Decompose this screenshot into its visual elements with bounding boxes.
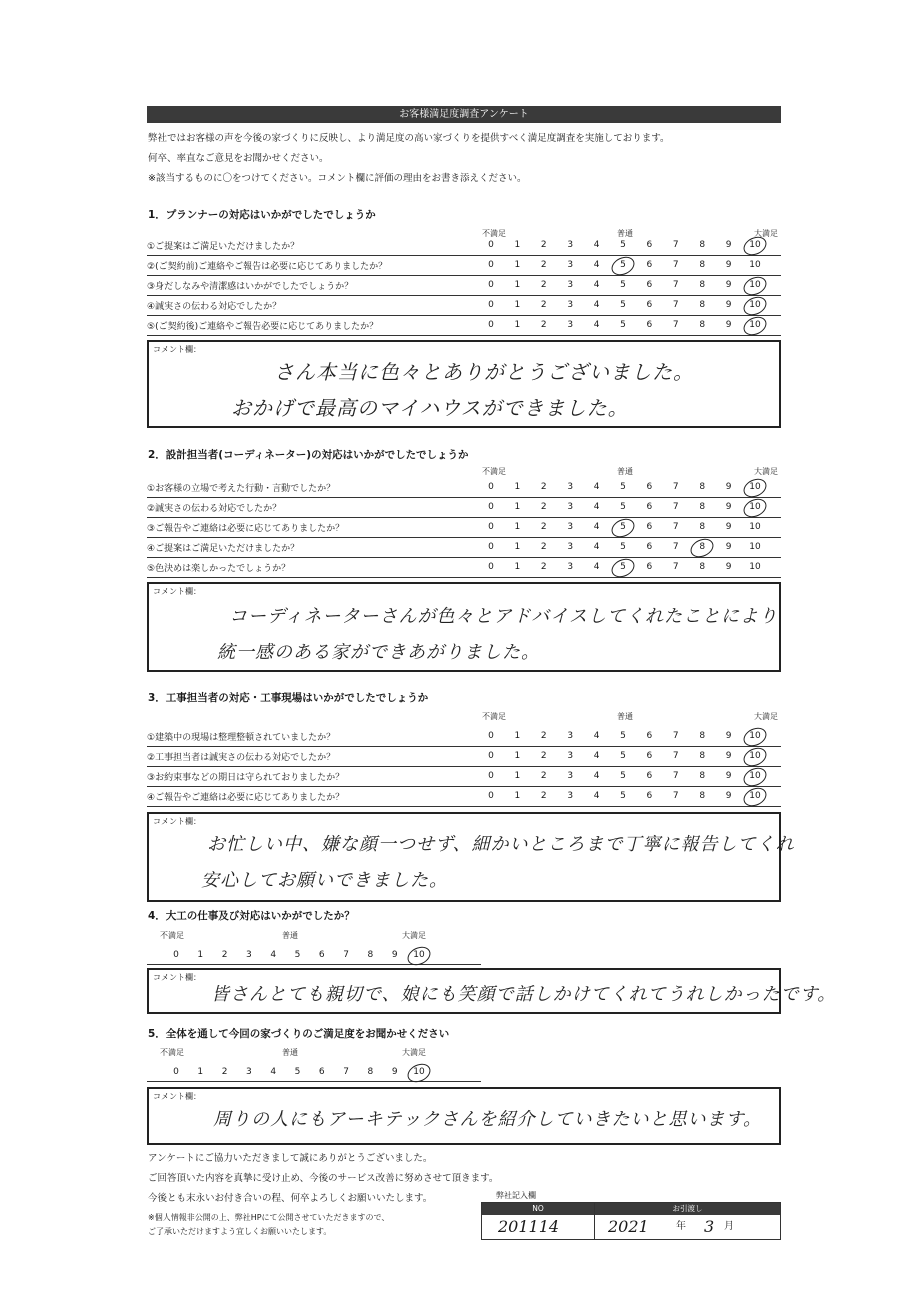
rating-option-0[interactable]: 0	[488, 542, 494, 552]
rating-option-2[interactable]: 2	[540, 240, 547, 250]
rating-option-6[interactable]: 6	[646, 300, 653, 310]
rating-option-2[interactable]: 2	[540, 300, 547, 310]
scale-high-label: 大満足	[402, 931, 426, 940]
rating-option-9[interactable]: 9	[725, 731, 732, 741]
comment-label: コメント欄：	[153, 1092, 201, 1101]
rating-option-0[interactable]: 0	[488, 751, 494, 761]
rating-option-0[interactable]: 0	[488, 482, 494, 492]
comment-box	[147, 582, 781, 672]
rating-option-10[interactable]: 10	[749, 522, 761, 532]
comment-box	[147, 340, 781, 428]
rating-option-4[interactable]: 4	[270, 950, 277, 960]
rating-option-2[interactable]: 2	[540, 482, 547, 492]
rating-option-7[interactable]: 7	[343, 1067, 349, 1077]
question-row	[147, 518, 781, 538]
scale-mid-label: 普通	[617, 467, 633, 476]
section-3-title: 3．工事担当者の対応・工事現場はいかがでしたでしょうか	[148, 692, 429, 704]
rating-option-10[interactable]: 10	[749, 260, 761, 270]
rating-option-3[interactable]: 3	[567, 751, 574, 761]
rating-option-4[interactable]: 4	[593, 482, 600, 492]
comment-box	[147, 1087, 781, 1145]
rating-option-3[interactable]: 3	[567, 482, 574, 492]
rating-option-8[interactable]: 8	[699, 731, 706, 741]
rating-option-7[interactable]: 7	[343, 950, 349, 960]
closing-line: ご回答頂いた内容を真摯に受け止め、今後のサービス改善に努めさせて頂きます。	[148, 1173, 499, 1184]
rating-option-2[interactable]: 2	[540, 791, 547, 801]
rating-option-4[interactable]: 4	[593, 771, 600, 781]
rating-option-3[interactable]: 3	[567, 260, 574, 270]
closing-line: 今後とも末永いお付き合いの程、何卒よろしくお願いいたします。	[148, 1193, 433, 1204]
rating-option-7[interactable]: 7	[672, 751, 679, 761]
question-row	[147, 747, 781, 767]
rating-option-1[interactable]: 1	[514, 240, 521, 250]
rating-option-8[interactable]: 8	[699, 280, 706, 290]
rating-option-7[interactable]: 7	[672, 791, 679, 801]
rating-option-5[interactable]: 5	[620, 502, 626, 512]
rating-option-7[interactable]: 7	[672, 300, 679, 310]
rating-option-10[interactable]: 10	[749, 731, 761, 741]
rating-option-4[interactable]: 4	[593, 260, 600, 270]
no-value: 201114	[498, 1217, 560, 1236]
rating-option-2[interactable]: 2	[540, 771, 547, 781]
rating-option-8[interactable]: 8	[367, 1067, 374, 1077]
rating-option-2[interactable]: 2	[221, 1067, 228, 1077]
rating-option-6[interactable]: 6	[318, 1067, 325, 1077]
rating-option-10[interactable]: 10	[413, 1067, 425, 1077]
rating-option-9[interactable]: 9	[725, 300, 732, 310]
question-row	[147, 478, 781, 498]
rating-option-2[interactable]: 2	[540, 542, 547, 552]
rating-option-5[interactable]: 5	[620, 731, 626, 741]
rating-option-0[interactable]: 0	[488, 562, 494, 572]
intro-line: 何卒、率直なご意見をお聞かせください。	[148, 153, 329, 164]
rating-option-1[interactable]: 1	[514, 320, 521, 330]
rating-option-1[interactable]: 1	[514, 482, 521, 492]
rating-option-5[interactable]: 5	[620, 542, 626, 552]
question-label: ②誠実さの伝わる対応でしたか？	[147, 504, 282, 514]
rating-option-7[interactable]: 7	[672, 280, 679, 290]
rating-option-4[interactable]: 4	[593, 542, 600, 552]
rating-option-10[interactable]: 10	[749, 751, 761, 761]
question-label: ②工事担当者は誠実さの伝わる対応でしたか？	[147, 753, 336, 763]
table-divider	[594, 1203, 595, 1239]
rating-option-7[interactable]: 7	[672, 731, 679, 741]
privacy-note: ※個人情報非公開の上、弊社HPにて公開させていただきますので、	[148, 1213, 390, 1222]
rating-option-10[interactable]: 10	[749, 791, 761, 801]
rating-option-5[interactable]: 5	[620, 751, 626, 761]
comment-box	[147, 812, 795, 902]
rating-option-3[interactable]: 3	[567, 240, 574, 250]
comment-box	[147, 968, 837, 1014]
rating-option-3[interactable]: 3	[567, 522, 574, 532]
rating-option-0[interactable]: 0	[488, 502, 494, 512]
rating-option-7[interactable]: 7	[672, 260, 679, 270]
rating-option-10[interactable]: 10	[749, 562, 761, 572]
rating-option-3[interactable]: 3	[567, 731, 574, 741]
rating-option-8[interactable]: 8	[699, 542, 706, 552]
question-label: ⑤(ご契約後)ご連絡やご報告必要に応じてありましたか？	[147, 322, 379, 332]
rating-option-1[interactable]: 1	[514, 731, 521, 741]
rating-option-5[interactable]: 5	[620, 320, 626, 330]
rating-option-9[interactable]: 9	[725, 771, 732, 781]
question-row	[147, 727, 781, 747]
rating-option-10[interactable]: 10	[749, 482, 761, 492]
rating-option-1[interactable]: 1	[514, 502, 521, 512]
rating-option-6[interactable]: 6	[646, 240, 653, 250]
question-row	[147, 276, 781, 296]
rating-option-0[interactable]: 0	[488, 771, 494, 781]
question-label: ④誠実さの伝わる対応でしたか？	[147, 302, 282, 312]
rating-option-6[interactable]: 6	[646, 522, 653, 532]
rating-option-8[interactable]: 8	[699, 771, 706, 781]
rating-option-6[interactable]: 6	[646, 791, 653, 801]
question-row	[147, 498, 781, 518]
office-use-label: 弊社記入欄	[496, 1191, 536, 1200]
rating-option-4[interactable]: 4	[593, 280, 600, 290]
rating-option-3[interactable]: 3	[567, 771, 574, 781]
rating-option-2[interactable]: 2	[540, 731, 547, 741]
privacy-note: ご了承いただけますよう宜しくお願いいたします。	[148, 1227, 332, 1236]
rating-option-3[interactable]: 3	[567, 502, 574, 512]
question-label: ②(ご契約前)ご連絡やご報告は必要に応じてありましたか？	[147, 262, 388, 272]
rating-option-9[interactable]: 9	[725, 280, 732, 290]
rating-option-9[interactable]: 9	[725, 542, 732, 552]
intro-line: 弊社ではお客様の声を今後の家づくりに反映し、より満足度の高い家づくりを提供すべく満足度調査を実施しております。	[148, 133, 670, 144]
rating-option-9[interactable]: 9	[725, 751, 732, 761]
rating-option-3[interactable]: 3	[567, 562, 574, 572]
no-header: NO	[482, 1203, 594, 1215]
rating-option-10[interactable]: 10	[749, 320, 761, 330]
rating-option-4[interactable]: 4	[270, 1067, 277, 1077]
question-label: ③ご報告やご連絡は必要に応じてありましたか？	[147, 524, 345, 534]
rating-option-8[interactable]: 8	[699, 562, 706, 572]
question-label: ④ご提案はご満足いただけましたか？	[147, 544, 300, 554]
rating-option-3[interactable]: 3	[567, 791, 574, 801]
scale-low-label: 不満足	[160, 1048, 184, 1057]
rating-option-2[interactable]: 2	[540, 260, 547, 270]
rating-option-8[interactable]: 8	[699, 260, 706, 270]
rating-option-1[interactable]: 1	[514, 562, 521, 572]
rating-option-1[interactable]: 1	[514, 791, 521, 801]
rating-option-2[interactable]: 2	[540, 280, 547, 290]
question-row	[147, 538, 781, 558]
rating-option-0[interactable]: 0	[488, 731, 494, 741]
comment-label: コメント欄：	[153, 587, 201, 596]
rating-option-4[interactable]: 4	[593, 562, 600, 572]
scale-high-label: 大満足	[402, 1048, 426, 1057]
section-4-title: 4．大工の仕事及び対応はいかがでしたか？	[148, 910, 355, 922]
rating-option-10[interactable]: 10	[413, 950, 425, 960]
scale-mid-label: 普通	[617, 712, 633, 721]
rating-option-4[interactable]: 4	[593, 300, 600, 310]
rating-option-3[interactable]: 3	[567, 320, 574, 330]
scale-high-label: 大満足	[754, 712, 778, 721]
rating-option-2[interactable]: 2	[540, 522, 547, 532]
rating-option-6[interactable]: 6	[646, 751, 653, 761]
rating-option-5[interactable]: 5	[294, 1067, 301, 1077]
rating-option-8[interactable]: 8	[699, 320, 706, 330]
rating-option-5[interactable]: 5	[620, 300, 626, 310]
rating-option-9[interactable]: 9	[725, 502, 732, 512]
rating-option-10[interactable]: 10	[749, 300, 761, 310]
rating-option-1[interactable]: 1	[514, 280, 521, 290]
rating-option-10[interactable]: 10	[749, 502, 761, 512]
rating-option-5[interactable]: 5	[620, 562, 626, 572]
rating-option-10[interactable]: 10	[749, 542, 761, 552]
rating-option-3[interactable]: 3	[246, 1067, 252, 1077]
scale-mid-label: 普通	[282, 931, 298, 940]
scale-mid-label: 普通	[617, 229, 633, 238]
rating-option-7[interactable]: 7	[672, 522, 679, 532]
rating-option-0[interactable]: 0	[488, 300, 494, 310]
year-unit: 年	[676, 1221, 686, 1232]
comment-label: コメント欄：	[153, 345, 201, 354]
rating-option-3[interactable]: 3	[567, 542, 574, 552]
rating-option-10[interactable]: 10	[749, 280, 761, 290]
rating-option-4[interactable]: 4	[593, 522, 600, 532]
rating-row	[147, 1063, 481, 1082]
question-row	[147, 256, 781, 276]
rating-option-0[interactable]: 0	[488, 280, 494, 290]
rating-option-5[interactable]: 5	[620, 260, 626, 270]
rating-option-6[interactable]: 6	[646, 260, 653, 270]
rating-option-5[interactable]: 5	[620, 791, 626, 801]
rating-option-6[interactable]: 6	[646, 542, 653, 552]
rating-option-6[interactable]: 6	[646, 320, 653, 330]
rating-option-2[interactable]: 2	[540, 751, 547, 761]
question-row	[147, 558, 781, 578]
rating-option-8[interactable]: 8	[699, 522, 706, 532]
rating-option-7[interactable]: 7	[672, 771, 679, 781]
question-label: ①建築中の現場は整理整頓されていましたか？	[147, 733, 336, 743]
rating-option-2[interactable]: 2	[540, 502, 547, 512]
comment-text: 安心してお願いできました。	[201, 870, 448, 891]
rating-option-5[interactable]: 5	[620, 280, 626, 290]
comment-text: さん本当に色々とありがとうございました。	[274, 360, 694, 384]
question-label: ①お客様の立場で考えた行動・言動でしたか？	[147, 484, 336, 494]
rating-option-1[interactable]: 1	[197, 1067, 204, 1077]
rating-option-4[interactable]: 4	[593, 731, 600, 741]
rating-option-8[interactable]: 8	[367, 950, 374, 960]
rating-option-0[interactable]: 0	[488, 320, 494, 330]
scale-low-label: 不満足	[160, 931, 184, 940]
rating-option-8[interactable]: 8	[699, 791, 706, 801]
section-5-title: 5．全体を通して今回の家づくりのご満足度をお聞かせください	[148, 1028, 450, 1040]
rating-option-9[interactable]: 9	[391, 1067, 398, 1077]
office-use-table	[481, 1202, 781, 1240]
rating-option-4[interactable]: 4	[593, 751, 600, 761]
rating-option-7[interactable]: 7	[672, 482, 679, 492]
rating-option-7[interactable]: 7	[672, 542, 679, 552]
question-label: ⑤色決めは楽しかったでしょうか？	[147, 564, 291, 574]
rating-option-4[interactable]: 4	[593, 320, 600, 330]
rating-option-0[interactable]: 0	[173, 1067, 179, 1077]
scale-low-label: 不満足	[482, 467, 506, 476]
rating-option-1[interactable]: 1	[514, 522, 521, 532]
rating-option-9[interactable]: 9	[725, 260, 732, 270]
rating-option-8[interactable]: 8	[699, 240, 706, 250]
closing-line: アンケートにご協力いただきまして誠にありがとうございました。	[148, 1153, 433, 1164]
rating-option-1[interactable]: 1	[514, 260, 521, 270]
question-row	[147, 787, 781, 807]
rating-option-5[interactable]: 5	[620, 482, 626, 492]
rating-option-6[interactable]: 6	[646, 280, 653, 290]
rating-option-1[interactable]: 1	[514, 300, 521, 310]
comment-text: おかげで最高のマイハウスができました。	[231, 396, 629, 420]
rating-option-6[interactable]: 6	[646, 482, 653, 492]
rating-option-4[interactable]: 4	[593, 791, 600, 801]
rating-option-5[interactable]: 5	[620, 522, 626, 532]
rating-option-7[interactable]: 7	[672, 502, 679, 512]
rating-option-6[interactable]: 6	[646, 562, 653, 572]
rating-option-0[interactable]: 0	[488, 522, 494, 532]
rating-option-7[interactable]: 7	[672, 320, 679, 330]
rating-option-9[interactable]: 9	[725, 562, 732, 572]
rating-option-6[interactable]: 6	[646, 771, 653, 781]
section-2-title: 2．設計担当者(コーディネーター)の対応はいかがでしたでしょうか	[148, 449, 469, 461]
question-label: ③身だしなみや清潔感はいかがでしたでしょうか？	[147, 282, 354, 292]
rating-option-10[interactable]: 10	[749, 771, 761, 781]
rating-option-1[interactable]: 1	[514, 751, 521, 761]
month-unit: 月	[724, 1221, 734, 1232]
rating-option-5[interactable]: 5	[620, 771, 626, 781]
rating-option-0[interactable]: 0	[173, 950, 179, 960]
comment-label: コメント欄：	[153, 817, 201, 826]
question-row	[147, 296, 781, 316]
rating-option-5[interactable]: 5	[620, 240, 626, 250]
section-1-title: 1．プランナーの対応はいかがでしたでしょうか	[148, 209, 376, 221]
comment-text: 周りの人にもアーキテックさんを紹介していきたいと思います。	[213, 1109, 763, 1130]
rating-option-0[interactable]: 0	[488, 260, 494, 270]
rating-option-9[interactable]: 9	[725, 522, 732, 532]
question-label: ④ご報告やご連絡は必要に応じてありましたか？	[147, 793, 345, 803]
handover-header: お引渡し	[595, 1203, 780, 1215]
rating-option-3[interactable]: 3	[567, 300, 574, 310]
rating-option-0[interactable]: 0	[488, 240, 494, 250]
rating-option-9[interactable]: 9	[725, 320, 732, 330]
rating-option-2[interactable]: 2	[540, 320, 547, 330]
rating-option-5[interactable]: 5	[294, 950, 301, 960]
rating-option-0[interactable]: 0	[488, 791, 494, 801]
rating-option-6[interactable]: 6	[646, 502, 653, 512]
rating-option-1[interactable]: 1	[514, 771, 521, 781]
rating-option-8[interactable]: 8	[699, 502, 706, 512]
rating-option-6[interactable]: 6	[318, 950, 325, 960]
rating-option-9[interactable]: 9	[391, 950, 398, 960]
scale-mid-label: 普通	[282, 1048, 298, 1057]
scale-high-label: 大満足	[754, 229, 778, 238]
rating-option-3[interactable]: 3	[246, 950, 252, 960]
month-value: 3	[704, 1217, 715, 1236]
scale-low-label: 不満足	[482, 712, 506, 721]
comment-text: 皆さんとても親切で、娘にも笑顔で話しかけてくれてうれしかったです。	[211, 984, 837, 1005]
rating-option-9[interactable]: 9	[725, 240, 732, 250]
year-value: 2021	[608, 1217, 649, 1236]
intro-line: ※該当するものに〇をつけてください。コメント欄に評価の理由をお書き添えください。	[148, 173, 527, 184]
comment-text: 統一感のある家ができあがりました。	[217, 642, 540, 663]
rating-option-10[interactable]: 10	[749, 240, 761, 250]
rating-option-8[interactable]: 8	[699, 300, 706, 310]
question-row	[147, 767, 781, 787]
question-label: ①ご提案はご満足いただけましたか？	[147, 242, 300, 252]
rating-row	[147, 946, 481, 965]
comment-label: コメント欄：	[153, 973, 201, 982]
survey-title: お客様満足度調査アンケート	[147, 106, 781, 123]
rating-option-1[interactable]: 1	[514, 542, 521, 552]
rating-option-2[interactable]: 2	[221, 950, 228, 960]
rating-option-7[interactable]: 7	[672, 562, 679, 572]
rating-option-4[interactable]: 4	[593, 502, 600, 512]
rating-option-7[interactable]: 7	[672, 240, 679, 250]
question-row	[147, 316, 781, 336]
rating-option-2[interactable]: 2	[540, 562, 547, 572]
rating-option-8[interactable]: 8	[699, 751, 706, 761]
rating-option-8[interactable]: 8	[699, 482, 706, 492]
question-row	[147, 236, 781, 256]
rating-option-9[interactable]: 9	[725, 482, 732, 492]
rating-option-1[interactable]: 1	[197, 950, 204, 960]
rating-option-9[interactable]: 9	[725, 791, 732, 801]
comment-text: コーディネーターさんが色々とアドバイスしてくれたことにより	[229, 606, 779, 627]
rating-option-3[interactable]: 3	[567, 280, 574, 290]
question-label: ③お約束事などの期日は守られておりましたか？	[147, 773, 345, 783]
scale-high-label: 大満足	[754, 467, 778, 476]
rating-option-6[interactable]: 6	[646, 731, 653, 741]
rating-option-4[interactable]: 4	[593, 240, 600, 250]
comment-text: お忙しい中、嫌な顔一つせず、細かいところまで丁寧に報告してくれ	[207, 834, 795, 855]
scale-low-label: 不満足	[482, 229, 506, 238]
